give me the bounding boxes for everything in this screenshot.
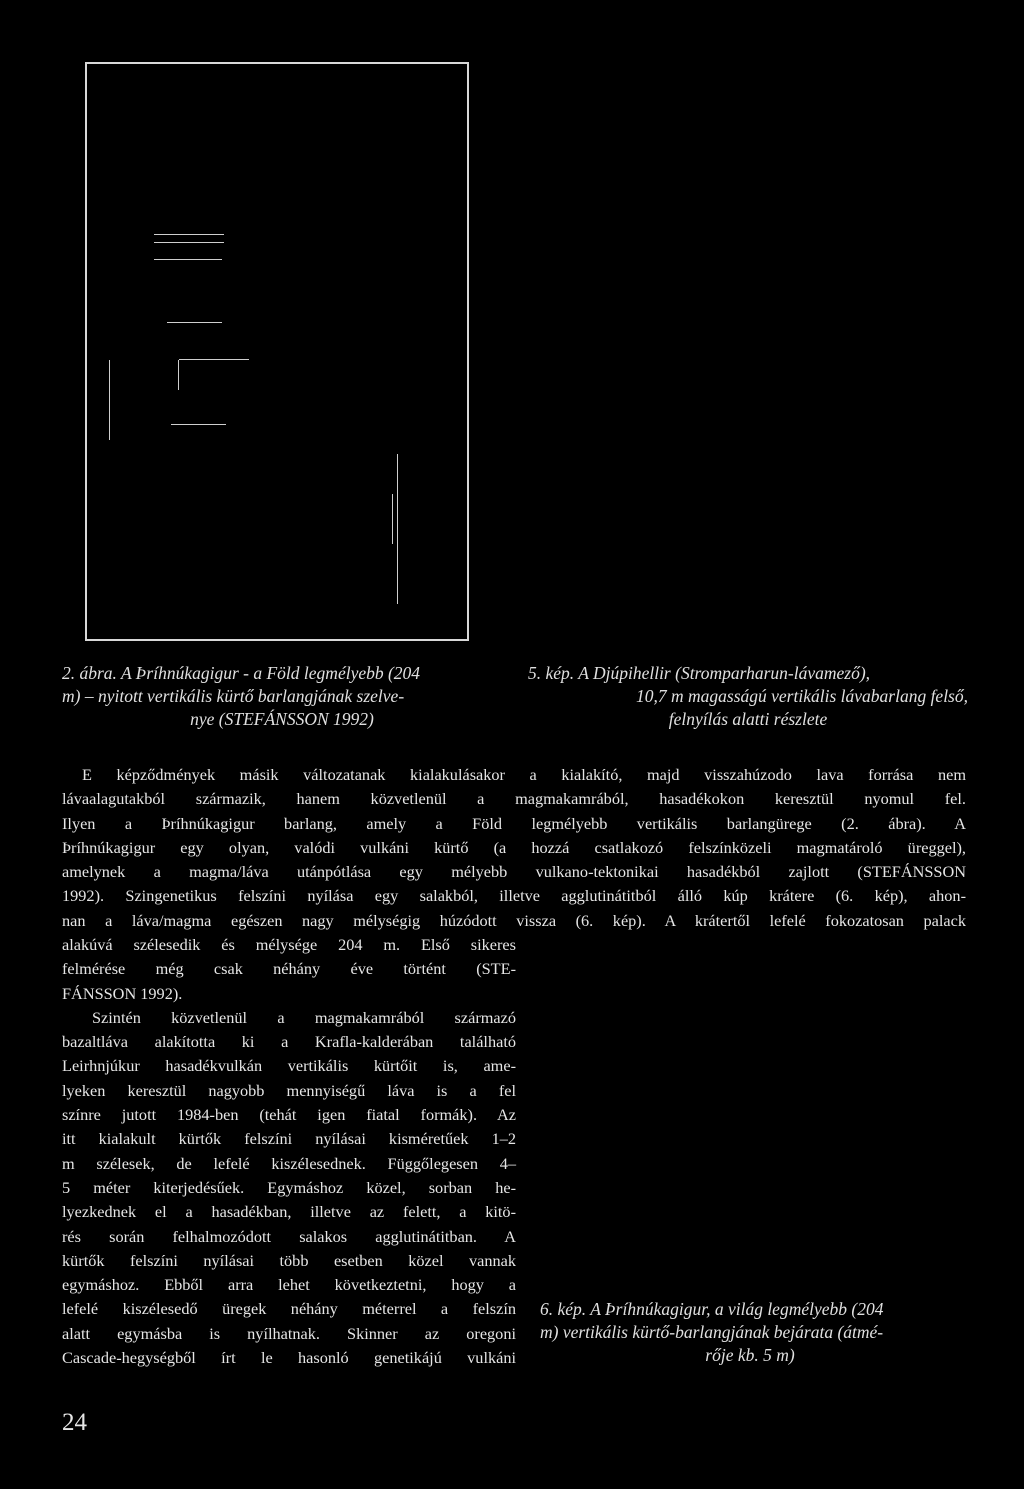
paragraph-line: felmérése még csak néhány éve történt (STE- — [62, 959, 516, 979]
paragraph-line: lyeken keresztül nagyobb mennyiségű láva is a fel — [62, 1080, 516, 1100]
paragraph-full-width — [62, 763, 966, 933]
paragraph-line: egymáshoz. Ebből arra lehet következtetni, hogy a — [62, 1275, 516, 1295]
profile-line — [178, 360, 179, 390]
profile-line — [109, 360, 110, 440]
paragraph-line: kürtők felszíni nyílásai több esetben közel vannak — [62, 1250, 516, 1270]
profile-line — [179, 359, 249, 360]
cave-profile-figure — [85, 62, 469, 641]
page-number: 24 — [62, 1409, 87, 1436]
paragraph-line: alatt egymásba is nyílhatnak. Skinner az oregoni — [62, 1323, 516, 1343]
paragraph-line: Leirhnjúkur hasadékvulkán vertikális kürtőit is, ame- — [62, 1056, 516, 1076]
paragraph-line: nan a láva/magma egészen nagy mélységig húzódott vissza (6. kép). A krátertől lefelé fokozatosan palack — [62, 910, 966, 930]
paragraph-line: Ilyen a Þríhnúkagigur barlang, amely a Föld legmélyebb vertikális barlangürege (2. ábra). A — [62, 813, 966, 833]
profile-line — [167, 322, 222, 323]
paragraph-line: rés során felhalmozódott salakos agglutinátitban. A — [62, 1226, 516, 1246]
paragraph-line: lávaalagutakból származik, hanem közvetlenül a magmakamrából, hasadékokon keresztül nyomul fel. — [62, 789, 966, 809]
caption-line: m) vertikális kürtő-barlangjának bejárata (átmé- — [540, 1322, 884, 1342]
paragraph-line: 1992). Szingenetikus felszíni nyílása egy salakból, illetve agglutinátitból álló kúp krátere (6. kép), ahon- — [62, 886, 966, 906]
paragraph-line: lyezkednek el a hasadékban, illetve az felett, a kitö- — [62, 1202, 516, 1222]
caption-line: 10,7 m magasságú vertikális lávabarlang felső, — [636, 686, 968, 706]
profile-line — [392, 494, 393, 544]
profile-line — [154, 234, 224, 235]
profile-line — [397, 454, 398, 604]
photo-6-caption — [540, 1298, 960, 1367]
paragraph-line: Szintén közvetlenül a magmakamrából származó — [92, 1007, 516, 1027]
paragraph-line: Þríhnúkagigur egy olyan, valódi vulkáni kürtő (a hozzá csatlakozó felszínközeli magmatároló üreggel), — [62, 837, 966, 857]
caption-line: m) – nyitott vertikális kürtő barlangjának szelve- — [62, 686, 405, 706]
caption-line: 5. kép. A Djúpihellir (Stromparharun-lávamező), — [528, 663, 871, 683]
caption-line: 2. ábra. A Þríhnúkagigur - a Föld legmélyebb (204 — [62, 663, 421, 683]
paragraph-line: alakúvá szélesedik és mélysége 204 m. Első sikeres — [62, 935, 516, 954]
paragraph-line: amelynek a magma/láva utánpótlása egy mélyebb vulkano-tektonikai hasadékból zajlott (STEFÁNSSON — [62, 862, 966, 882]
caption-line: 6. kép. A Þríhnúkagigur, a világ legmélyebb (204 — [540, 1299, 884, 1319]
paragraph-line: 5 méter kiterjedésűek. Egymáshoz közel, sorban he- — [62, 1177, 516, 1197]
caption-line: nye (STEFÁNSSON 1992) — [190, 709, 374, 729]
paragraph-line: lefelé kiszélesedő üregek néhány méterrel a felszín — [62, 1299, 516, 1319]
profile-line — [171, 424, 226, 425]
caption-line: rője kb. 5 m) — [705, 1345, 795, 1365]
figure-2-caption — [62, 662, 502, 731]
paragraph-line: bazaltláva alakította ki a Krafla-kalderában található — [62, 1032, 516, 1052]
profile-line — [154, 259, 222, 260]
paragraph-left-column — [62, 933, 516, 1370]
paragraph-line: FÁNSSON 1992). — [62, 983, 183, 1003]
paragraph-line: színre jutott 1984-ben (tehát igen fiatal formák). Az — [62, 1105, 516, 1125]
paragraph-line: Cascade-hegységből írt le hasonló genetikájú vulkáni — [62, 1348, 516, 1368]
profile-line — [154, 242, 224, 243]
paragraph-line: itt kialakult kürtők felszíni nyílásai kisméretűek 1–2 — [62, 1129, 516, 1149]
photo-5-caption — [528, 662, 968, 731]
paragraph-line: E képződmények másik változatanak kialakulásakor a kialakító, majd visszahúzodo lava forrása nem — [82, 765, 966, 784]
paragraph-line: m szélesek, de lefelé kiszélesednek. Függőlegesen 4– — [62, 1153, 516, 1173]
caption-line: felnyílás alatti részlete — [668, 709, 828, 729]
